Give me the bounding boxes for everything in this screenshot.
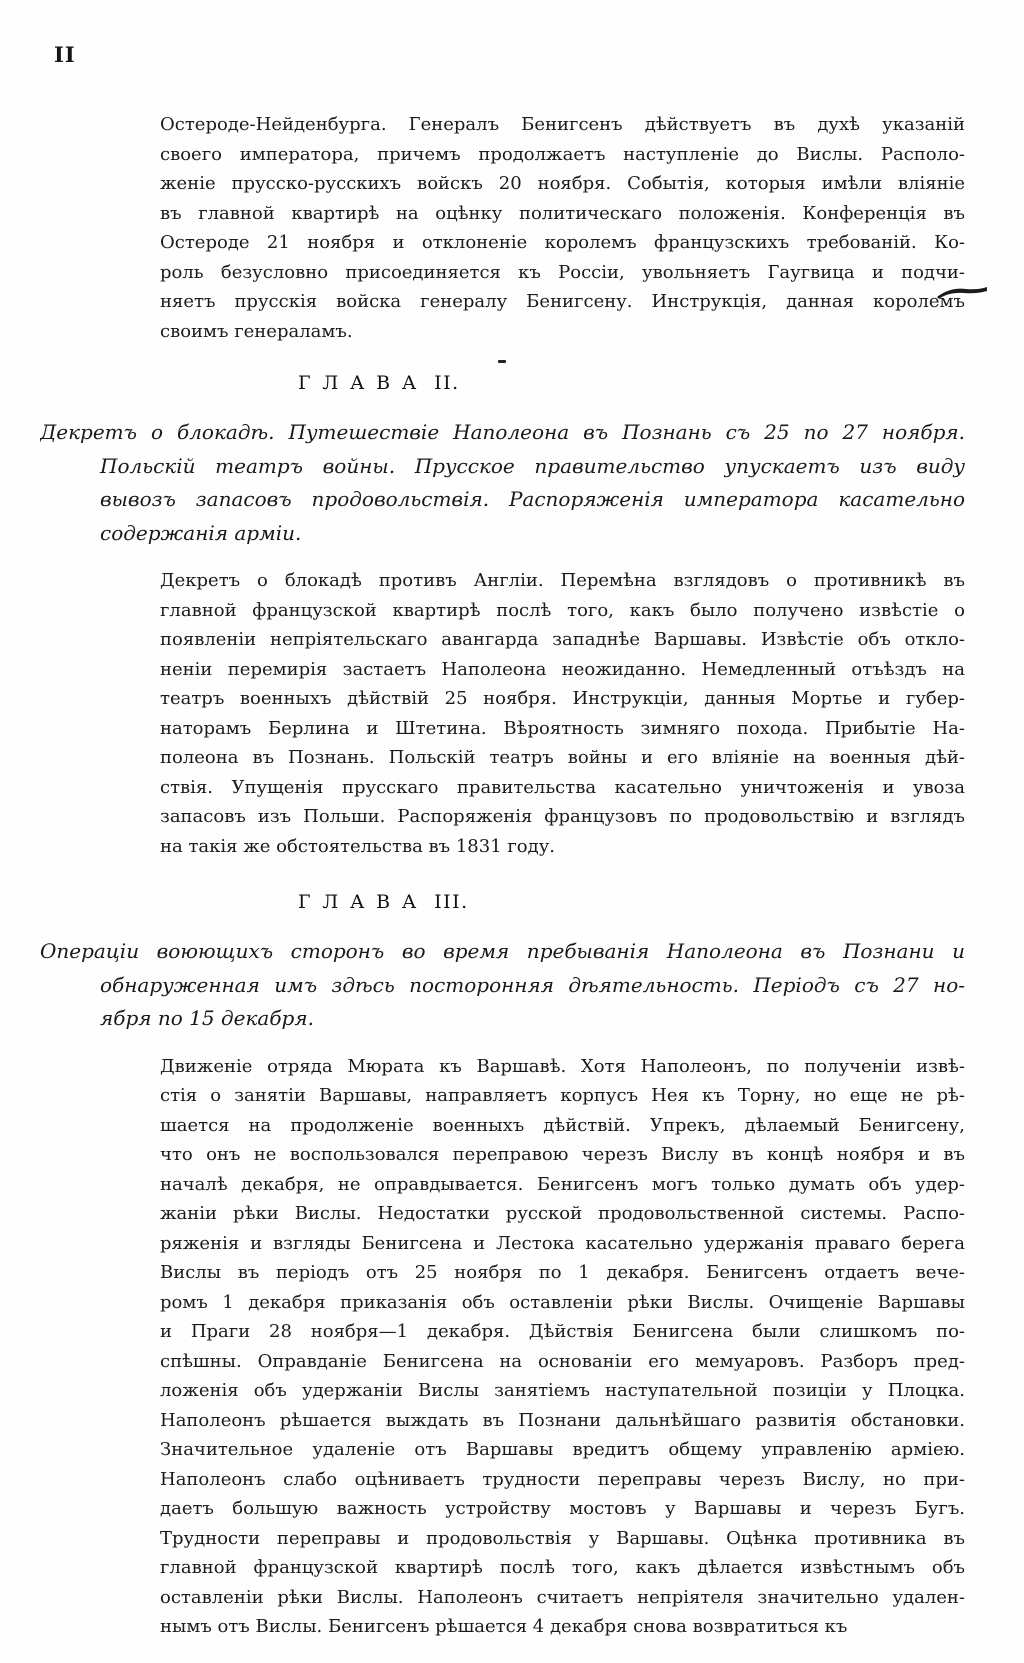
- text-line: наторамъ Берлина и Штетина. Вѣроятность зимняго похода. Прибытіе На-: [160, 717, 965, 739]
- text-line: содержанія арміи.: [100, 520, 302, 545]
- text-line: запасовъ изъ Польши. Распоряженія французовъ по продовольствію и взглядъ: [160, 806, 965, 827]
- text-line: Трудности переправы и продовольствія у Варшавы. Оцѣнка противника въ: [160, 1527, 965, 1549]
- text-line: спѣшны. Оправданіе Бенигсена на основаніи его мемуаровъ. Разборъ пред-: [160, 1350, 965, 1372]
- text-line: своимъ генераламъ.: [160, 320, 353, 342]
- text-line: ября по 15 декабря.: [100, 1006, 314, 1030]
- text-line: ромъ 1 декабря приказанія объ оставленіи рѣки Вислы. Очищеніе Варшавы: [160, 1291, 965, 1313]
- chapter-2-summary: [40, 416, 965, 550]
- text-line: оставленіи рѣки Вислы. Наполеонъ считаетъ непріятеля значительно удален-: [160, 1586, 965, 1608]
- text-line: Остероде 21 ноября и отклоненіе королемъ французскихъ требованій. Ко-: [160, 232, 965, 253]
- chapter-2-heading-numeral: II.: [434, 372, 460, 394]
- text-line: даетъ большую важность устройству мостовъ у Варшавы и черезъ Бугъ.: [160, 1498, 965, 1519]
- text-line: въ главной квартирѣ на оцѣнку политическаго положенія. Конференція въ: [160, 202, 965, 224]
- text-line: шается на продолженіе военныхъ дѣйствій. Упрекъ, дѣлаемый Бенигсену,: [160, 1114, 965, 1136]
- text-line: Остероде-Нейденбурга. Генералъ Бенигсенъ дѣйствуетъ въ духѣ указаній: [160, 114, 965, 135]
- text-line: Декретъ о блокадѣ. Путешествіе Наполеона въ Познань съ 25 по 27 ноября.: [40, 420, 965, 444]
- text-line: стія о занятіи Варшавы, направляетъ корпусъ Нея къ Торну, но еще не рѣ-: [160, 1085, 965, 1106]
- text-line: Движеніе отряда Мюрата къ Варшавѣ. Хотя Наполеонъ, по полученіи извѣ-: [160, 1055, 965, 1077]
- text-line: на такія же обстоятельства въ 1831 году.: [160, 835, 556, 857]
- text-line: появленіи непріятельскаго авангарда западнѣе Варшавы. Извѣстіе объ откло-: [160, 629, 965, 650]
- text-line: ствія. Упущенія прусскаго правительства касательно уничтоженія и увоза: [160, 776, 965, 798]
- scan-dash-artifact: [498, 360, 506, 363]
- page-number: II: [54, 42, 76, 67]
- text-line: началѣ декабря, не оправдывается. Бенигсенъ могъ только думать объ удер-: [160, 1173, 965, 1195]
- text-line: нымъ отъ Вислы. Бенигсенъ рѣшается 4 декабря снова возвратиться къ: [160, 1616, 848, 1637]
- text-line: своего императора, причемъ продолжаетъ наступленіе до Вислы. Располо-: [160, 143, 965, 165]
- text-line: ряженія и взгляды Бенигсена и Лестока касательно удержанія праваго берега: [160, 1232, 965, 1254]
- text-line: Вислы въ періодъ отъ 25 ноября по 1 декабря. Бенигсенъ отдаетъ вече-: [160, 1262, 965, 1283]
- text-line: няетъ прусскія войска генералу Бенигсену. Инструкція, данная королемъ: [160, 291, 965, 312]
- chapter-3-heading-label: ГЛАВА: [298, 891, 429, 913]
- text-line: главной французской квартирѣ послѣ того, какъ дѣлается извѣстнымъ объ: [160, 1557, 965, 1578]
- text-line: театръ военныхъ дѣйствій 25 ноября. Инструкціи, данныя Мортье и губер-: [160, 688, 965, 709]
- text-line: Операціи воюющихъ сторонъ во время пребыванія Наполеона въ Познани и: [40, 939, 965, 963]
- chapter-3-heading: [160, 891, 965, 913]
- text-line: ложенія объ удержаніи Вислы занятіемъ наступательной позиціи у Плоцка.: [160, 1380, 965, 1401]
- text-line: женіе прусско-русскихъ войскъ 20 ноября. Событія, которыя имѣли вліяніе: [160, 173, 965, 194]
- intro-paragraph: [160, 110, 965, 346]
- text-line: полеона въ Познань. Польскій театръ войны и его вліяніе на военныя дѣй-: [160, 747, 965, 768]
- chapter-3-heading-numeral: III.: [434, 891, 469, 913]
- text-line: Наполеонъ рѣшается выждать въ Познани дальнѣйшаго развитія обстановки.: [160, 1409, 965, 1431]
- text-line: главной французской квартирѣ послѣ того, какъ было получено извѣстіе о: [160, 599, 965, 621]
- text-line: обнаруженная имъ здѣсь посторонняя дѣятельность. Періодъ съ 27 но-: [100, 972, 965, 997]
- text-line: Наполеонъ слабо оцѣниваетъ трудности переправы черезъ Вислу, но при-: [160, 1468, 965, 1490]
- text-line: жаніи рѣки Вислы. Недостатки русской продовольственной системы. Распо-: [160, 1203, 965, 1224]
- text-line: вывозъ запасовъ продовольствія. Распоряженія императора касательно: [100, 487, 965, 511]
- chapter-2-heading: [160, 372, 965, 394]
- scan-ink-swoosh-artifact: [936, 284, 988, 300]
- text-line: что онъ не воспользовался переправою черезъ Вислу въ концѣ ноября и въ: [160, 1144, 965, 1165]
- text-line: Польскій театръ войны. Прусское правительство упускаетъ изъ виду: [100, 453, 965, 478]
- chapter-2-body: [160, 566, 965, 861]
- text-line: и Праги 28 ноября—1 декабря. Дѣйствія Бенигсена были слишкомъ по-: [160, 1321, 965, 1342]
- text-line: Декретъ о блокадѣ противъ Англіи. Перемѣна взглядовъ о противникѣ въ: [160, 570, 965, 591]
- text-line: роль безусловно присоединяется къ Россіи, увольняетъ Гаугвица и подчи-: [160, 261, 965, 283]
- chapter-3-summary: [40, 935, 965, 1036]
- chapter-3-body: [160, 1052, 965, 1642]
- chapter-2-heading-label: ГЛАВА: [298, 372, 429, 394]
- text-line: Значительное удаленіе отъ Варшавы вредитъ общему управленію арміею.: [160, 1439, 965, 1460]
- text-line: неніи перемирія застаетъ Наполеона неожиданно. Немедленный отъѣздъ на: [160, 658, 965, 680]
